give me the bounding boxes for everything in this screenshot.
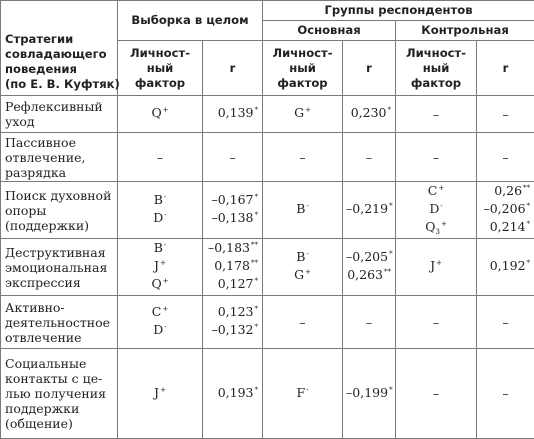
whole-factor-cell — [118, 349, 203, 439]
control-factor-cell — [396, 296, 477, 349]
control-factor-cell — [396, 133, 477, 182]
r-header: r — [203, 41, 263, 96]
main-factor-cell — [263, 133, 343, 182]
factor-value: – — [266, 150, 339, 165]
factor-header: Личност- ный фактор — [118, 41, 203, 96]
whole-r-cell — [203, 96, 263, 133]
control-factor-cell — [396, 239, 477, 296]
whole-factor-cell — [118, 239, 203, 296]
factor-value: B- — [266, 201, 339, 219]
factor-header: Личност- ный фактор — [396, 41, 477, 96]
strategy-name: Социальные контакты с це- лью получения поддержки (общение) — [1, 349, 118, 439]
control-r-cell — [477, 133, 534, 182]
main-r-cell — [343, 133, 396, 182]
r-value: – — [480, 150, 531, 165]
main-factor-cell — [263, 182, 343, 239]
factor-value: D- — [121, 210, 199, 228]
whole-factor-cell — [118, 133, 203, 182]
strategy-name: Рефлексивный уход — [1, 96, 118, 133]
strategy-name: Поиск духовной опоры (поддержки) — [1, 182, 118, 239]
r-value: –0,219* — [346, 201, 391, 219]
main-r-cell — [343, 349, 396, 439]
factor-value: C+ — [399, 183, 473, 201]
factor-value: F- — [266, 385, 339, 403]
respondent-groups-header: Группы респондентов — [263, 1, 534, 21]
r-value: 0,123* — [206, 304, 258, 322]
factor-value: G+ — [266, 267, 339, 285]
r-header: r — [477, 41, 534, 96]
r-value: 0,230* — [346, 105, 391, 123]
whole-r-cell — [203, 296, 263, 349]
main-group-header: Основная — [263, 21, 396, 41]
whole-r-cell — [203, 133, 263, 182]
whole-r-cell — [203, 349, 263, 439]
r-value: –0,199* — [346, 385, 391, 403]
r-value: 0,139* — [206, 105, 258, 123]
whole-factor-cell — [118, 296, 203, 349]
table-row — [1, 96, 534, 133]
r-value: – — [346, 150, 392, 165]
r-value: – — [206, 150, 259, 165]
control-r-cell — [477, 296, 534, 349]
whole-factor-cell — [118, 182, 203, 239]
control-factor-cell — [396, 96, 477, 133]
table-row — [1, 182, 534, 239]
strategy-name: Деструктивная эмоциональная экспрессия — [1, 239, 118, 296]
factor-value: B- — [266, 249, 339, 267]
factor-value: B- — [121, 240, 199, 258]
r-value: –0,132* — [206, 322, 258, 340]
r-value: 0,192* — [480, 258, 530, 276]
whole-sample-header: Выборка в целом — [118, 1, 263, 41]
main-r-cell — [343, 239, 396, 296]
factor-value: J+ — [121, 385, 199, 403]
control-factor-cell — [396, 182, 477, 239]
control-factor-cell — [396, 349, 477, 439]
r-value: – — [346, 315, 392, 330]
factor-value: D- — [121, 322, 199, 340]
r-value: – — [480, 315, 531, 330]
main-r-cell — [343, 182, 396, 239]
factor-value: J+ — [399, 258, 473, 276]
r-value: 0,193* — [206, 385, 258, 403]
r-value: –0,167* — [206, 192, 258, 210]
r-value: –0,183** — [206, 240, 258, 258]
r-value: –0,206* — [480, 201, 530, 219]
r-header: r — [343, 41, 396, 96]
strategy-name: Пассивное отвлечение, разрядка — [1, 133, 118, 182]
main-r-cell — [343, 96, 396, 133]
main-factor-cell — [263, 296, 343, 349]
factor-value: J+ — [121, 258, 199, 276]
control-r-cell — [477, 349, 534, 439]
table-body — [1, 96, 534, 439]
whole-r-cell — [203, 239, 263, 296]
factor-value: – — [399, 386, 473, 401]
factor-value: – — [266, 315, 339, 330]
factor-value: – — [121, 150, 199, 165]
control-r-cell — [477, 96, 534, 133]
factor-value: B- — [121, 192, 199, 210]
main-factor-cell — [263, 349, 343, 439]
strategy-column-header: Стратегии совладающего поведения (по Е. В. Куфтяк) — [1, 1, 118, 96]
r-value: – — [480, 107, 531, 122]
factor-value: – — [399, 107, 473, 122]
factor-value: C+ — [121, 304, 199, 322]
control-r-cell — [477, 182, 534, 239]
factor-value: Q+ — [121, 276, 199, 294]
r-value: 0,263** — [346, 267, 391, 285]
factor-value: – — [399, 315, 473, 330]
table-row — [1, 296, 534, 349]
r-value: –0,138* — [206, 210, 258, 228]
factor-value: G+ — [266, 105, 339, 123]
control-r-cell — [477, 239, 534, 296]
main-r-cell — [343, 296, 396, 349]
factor-value: Q+ — [121, 105, 199, 123]
factor-header: Личност- ный фактор — [263, 41, 343, 96]
table-row — [1, 133, 534, 182]
whole-factor-cell — [118, 96, 203, 133]
r-value: – — [480, 386, 531, 401]
factor-value: D- — [399, 201, 473, 219]
factor-value: $Q_3^+$ — [399, 219, 473, 237]
r-value: –0,205* — [346, 249, 391, 267]
whole-r-cell — [203, 182, 263, 239]
r-value: 0,26** — [480, 183, 530, 201]
strategy-name: Активно- деятельностное отвлечение — [1, 296, 118, 349]
r-value: 0,214* — [480, 219, 530, 237]
control-group-header: Контрольная — [396, 21, 534, 41]
table-row — [1, 239, 534, 296]
r-value: 0,127* — [206, 276, 258, 294]
r-value: 0,178** — [206, 258, 258, 276]
main-factor-cell — [263, 96, 343, 133]
table-row — [1, 349, 534, 439]
main-factor-cell — [263, 239, 343, 296]
factor-value: – — [399, 150, 473, 165]
